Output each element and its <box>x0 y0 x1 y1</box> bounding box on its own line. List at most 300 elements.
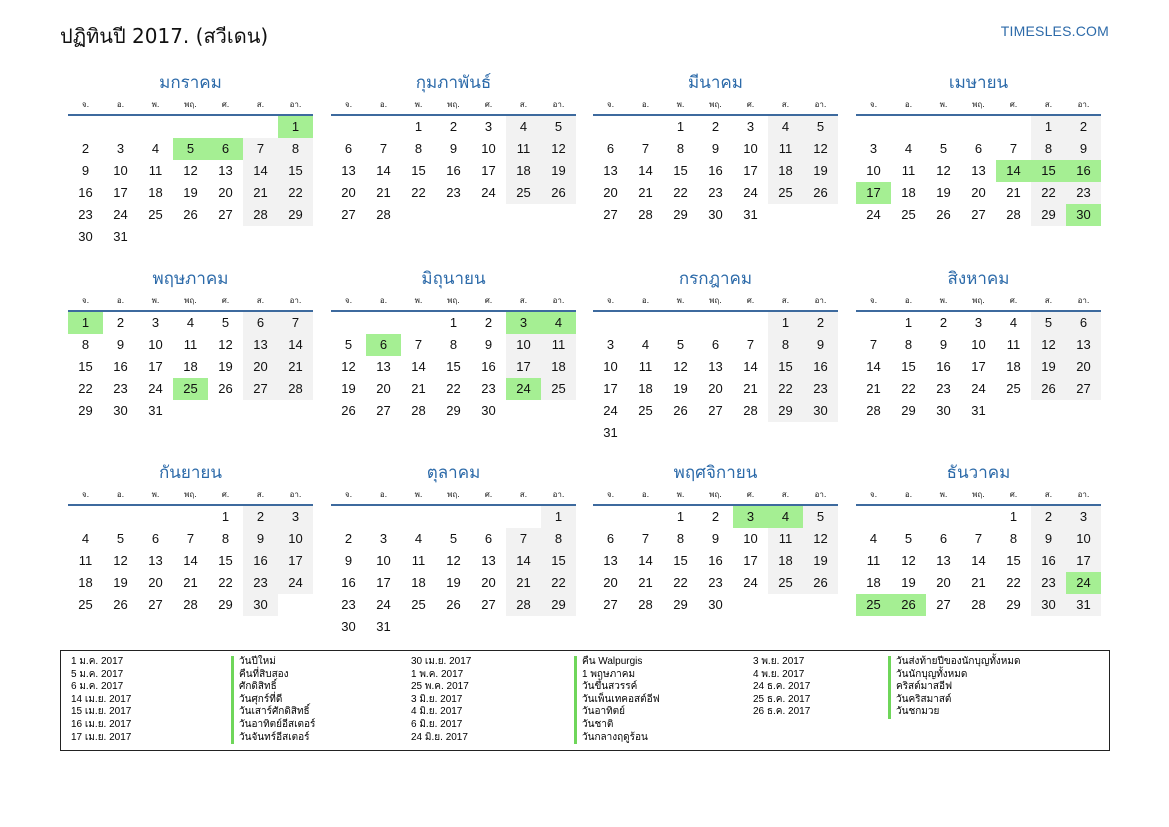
weekday-header <box>593 292 838 312</box>
month-name: พฤษภาคม <box>152 269 229 289</box>
month-block <box>593 70 838 226</box>
legend-date: 25 ธ.ค. 2017 <box>753 693 811 705</box>
calendar-day: 25 <box>411 597 426 612</box>
empty-cell <box>331 506 366 528</box>
legend-date: 30 เม.ย. 2017 <box>411 656 472 667</box>
weekday-label: ศ. <box>484 100 493 109</box>
calendar-day: 12 <box>446 553 461 568</box>
calendar-day: 23 <box>936 381 951 396</box>
month-block <box>68 70 313 248</box>
calendar-day: 8 <box>81 337 90 352</box>
calendar-day: 30 <box>341 619 356 634</box>
calendar-day: 22 <box>78 381 93 396</box>
weekday-label: พ. <box>151 100 160 109</box>
calendar-day: 9 <box>711 531 720 546</box>
calendar-day: 24 <box>376 597 391 612</box>
weekday-label: จ. <box>344 490 353 499</box>
calendar-day: 26 <box>446 597 461 612</box>
weekday-label: ส. <box>256 296 265 305</box>
empty-cell <box>926 506 961 528</box>
empty-cell <box>593 312 628 334</box>
weekday-label: อ. <box>116 100 125 109</box>
holiday-day: 26 <box>891 594 926 616</box>
calendar-day: 10 <box>506 334 541 356</box>
weekday-label: อ. <box>641 296 650 305</box>
calendar-day: 21 <box>743 381 758 396</box>
calendar-day: 26 <box>113 597 128 612</box>
calendar-day: 16 <box>446 163 461 178</box>
calendar-day: 23 <box>1031 572 1066 594</box>
legend-holiday-name: วันจันทร์อีสเตอร์ <box>231 732 315 745</box>
calendar-day: 12 <box>803 528 838 550</box>
weekday-label: พฤ. <box>972 100 985 109</box>
calendar-day: 16 <box>708 553 723 568</box>
calendar-day: 9 <box>484 337 493 352</box>
calendar-day: 28 <box>638 597 653 612</box>
empty-cell <box>471 506 506 528</box>
calendar-day: 19 <box>183 185 198 200</box>
calendar-day: 10 <box>743 141 758 156</box>
calendar-day: 7 <box>379 141 388 156</box>
month-block <box>331 70 576 226</box>
calendar-day: 1 <box>904 315 913 330</box>
calendar-day: 13 <box>481 553 496 568</box>
empty-cell <box>331 312 366 334</box>
calendar-day: 8 <box>221 531 230 546</box>
calendar-day: 26 <box>183 207 198 222</box>
weekday-header <box>331 292 576 312</box>
calendar-day: 4 <box>869 531 878 546</box>
calendar-day: 2 <box>711 119 720 134</box>
empty-cell <box>366 116 401 138</box>
calendar-day: 20 <box>936 575 951 590</box>
weekday-label: ศ. <box>221 296 230 305</box>
calendar-day: 2 <box>711 509 720 524</box>
calendar-day: 11 <box>183 337 198 352</box>
legend-holiday-name: วันอาทิตย์อีสเตอร์ <box>231 719 315 732</box>
weekday-label: อา. <box>814 490 827 499</box>
calendar-day: 27 <box>481 597 496 612</box>
calendar-day: 1 <box>449 315 458 330</box>
weekday-header <box>331 96 576 116</box>
calendar-day: 9 <box>1031 528 1066 550</box>
legend-date: 1 พ.ค. 2017 <box>411 668 464 680</box>
weekday-label: ศ. <box>1009 490 1018 499</box>
calendar-day: 21 <box>278 356 313 378</box>
weekday-label: พฤ. <box>184 296 197 305</box>
weekday-label: จ. <box>869 490 878 499</box>
calendar-day: 9 <box>711 141 720 156</box>
holiday-day: 5 <box>173 138 208 160</box>
calendar-day: 24 <box>148 381 163 396</box>
weekday-label: จ. <box>606 100 615 109</box>
calendar-day: 6 <box>711 337 720 352</box>
calendar-day: 28 <box>376 207 391 222</box>
calendar-day: 20 <box>243 356 278 378</box>
month-name: ตุลาคม <box>426 463 481 483</box>
legend-holiday-name: คืนที่สิบสอง <box>231 669 315 682</box>
calendar-day: 22 <box>411 185 426 200</box>
month-name: มิถุนายน <box>421 269 486 289</box>
weekday-label: ศ. <box>221 100 230 109</box>
legend-holiday-name: วันกลางฤดูร้อน <box>574 732 660 745</box>
calendar-day: 16 <box>936 359 951 374</box>
weekday-label: พฤ. <box>972 296 985 305</box>
weekday-label: ส. <box>519 490 528 499</box>
calendar-day: 3 <box>1066 506 1101 528</box>
calendar-day: 7 <box>506 528 541 550</box>
calendar-day: 4 <box>641 337 650 352</box>
calendar-day: 31 <box>1066 594 1101 616</box>
month-name: พฤศจิกายน <box>673 463 758 483</box>
calendar-day: 13 <box>218 163 233 178</box>
month-name: ธันวาคม <box>946 463 1011 483</box>
calendar-day: 15 <box>1006 553 1021 568</box>
calendar-day: 4 <box>414 531 423 546</box>
calendar-day: 23 <box>708 185 723 200</box>
month-days <box>68 506 313 616</box>
calendar-day: 19 <box>936 185 951 200</box>
weekday-label: จ. <box>606 490 615 499</box>
calendar-day: 20 <box>971 185 986 200</box>
weekday-label: อา. <box>289 100 302 109</box>
calendar-day: 2 <box>116 315 125 330</box>
weekday-label: พฤ. <box>709 296 722 305</box>
weekday-label: ศ. <box>746 296 755 305</box>
weekday-label: จ. <box>869 296 878 305</box>
calendar-day: 20 <box>148 575 163 590</box>
weekday-label: อ. <box>379 296 388 305</box>
calendar-day: 27 <box>376 403 391 418</box>
calendar-day: 21 <box>638 575 653 590</box>
calendar-day: 7 <box>869 337 878 352</box>
calendar-day: 15 <box>901 359 916 374</box>
legend-names <box>231 656 315 744</box>
calendar-day: 21 <box>376 185 391 200</box>
calendar-day: 28 <box>1006 207 1021 222</box>
legend-holiday-name: คริสต์มาสอีฟ <box>888 681 1021 694</box>
calendar-day: 7 <box>641 141 650 156</box>
calendar-day: 1 <box>414 119 423 134</box>
empty-cell <box>628 506 663 528</box>
legend-date: 26 ธ.ค. 2017 <box>753 706 811 718</box>
calendar-day: 29 <box>768 400 803 422</box>
calendar-day: 5 <box>803 116 838 138</box>
calendar-day: 27 <box>1066 378 1101 400</box>
month-name: มกราคม <box>159 73 222 93</box>
calendar-day: 7 <box>243 138 278 160</box>
weekday-label: พฤ. <box>447 100 460 109</box>
month-name: กุมภาพันธ์ <box>415 73 492 93</box>
empty-cell <box>173 116 208 138</box>
holiday-day: 1 <box>278 116 313 138</box>
weekday-label: พ. <box>414 100 423 109</box>
calendar-day: 1 <box>768 312 803 334</box>
calendar-day: 22 <box>673 575 688 590</box>
calendar-day: 21 <box>1006 185 1021 200</box>
calendar-day: 6 <box>606 531 615 546</box>
calendar-day: 14 <box>866 359 881 374</box>
calendar-day: 7 <box>1009 141 1018 156</box>
holiday-day: 14 <box>996 160 1031 182</box>
calendar-day: 14 <box>278 334 313 356</box>
empty-cell <box>891 506 926 528</box>
calendar-day: 30 <box>936 403 951 418</box>
calendar-day: 29 <box>541 594 576 616</box>
calendar-day: 14 <box>971 553 986 568</box>
calendar-day: 29 <box>446 403 461 418</box>
legend-holiday-name: วันปีใหม่ <box>231 656 315 669</box>
month-days <box>68 116 313 248</box>
calendar-day: 26 <box>218 381 233 396</box>
weekday-header <box>68 96 313 116</box>
calendar-day: 3 <box>606 337 615 352</box>
calendar-day: 30 <box>78 229 93 244</box>
empty-cell <box>68 506 103 528</box>
calendar-day: 27 <box>936 597 951 612</box>
holiday-day: 24 <box>1066 572 1101 594</box>
calendar-day: 7 <box>641 531 650 546</box>
calendar-day: 25 <box>148 207 163 222</box>
calendar-day: 16 <box>341 575 356 590</box>
month-days <box>593 506 838 616</box>
calendar-day: 31 <box>376 619 391 634</box>
calendar-day: 17 <box>506 356 541 378</box>
weekday-label: พฤ. <box>709 100 722 109</box>
calendar-day: 2 <box>939 315 948 330</box>
weekday-label: ศ. <box>1009 100 1018 109</box>
calendar-day: 17 <box>743 163 758 178</box>
calendar-day: 19 <box>541 160 576 182</box>
calendar-day: 10 <box>481 141 496 156</box>
weekday-label: จ. <box>81 296 90 305</box>
calendar-day: 29 <box>278 204 313 226</box>
holiday-day: 16 <box>1066 160 1101 182</box>
calendar-day: 3 <box>151 315 160 330</box>
weekday-label: อ. <box>904 296 913 305</box>
calendar-day: 22 <box>768 378 803 400</box>
calendar-day: 9 <box>243 528 278 550</box>
calendar-day: 14 <box>743 359 758 374</box>
weekday-header <box>68 486 313 506</box>
calendar-day: 11 <box>148 163 163 178</box>
weekday-label: พฤ. <box>709 490 722 499</box>
calendar-day: 8 <box>768 334 803 356</box>
calendar-day: 10 <box>148 337 163 352</box>
empty-cell <box>663 312 698 334</box>
calendar-day: 15 <box>768 356 803 378</box>
calendar-day: 5 <box>1031 312 1066 334</box>
legend-date: 6 มิ.ย. 2017 <box>411 718 463 730</box>
calendar-day: 28 <box>638 207 653 222</box>
weekday-label: พ. <box>939 100 948 109</box>
calendar-day: 16 <box>78 185 93 200</box>
calendar-day: 17 <box>376 575 391 590</box>
calendar-day: 4 <box>151 141 160 156</box>
calendar-day: 11 <box>1006 337 1021 352</box>
month-name: มีนาคม <box>688 73 743 93</box>
calendar-day: 26 <box>1031 378 1066 400</box>
calendar-day: 19 <box>803 550 838 572</box>
calendar-day: 18 <box>901 185 916 200</box>
calendar-day: 7 <box>186 531 195 546</box>
calendar-day: 24 <box>743 185 758 200</box>
calendar-day: 8 <box>676 141 685 156</box>
legend-date: 3 พ.ย. 2017 <box>753 656 805 667</box>
weekday-label: พ. <box>414 296 423 305</box>
month-days <box>331 312 576 422</box>
calendar-day: 26 <box>936 207 951 222</box>
legend-date: 1 ม.ค. 2017 <box>71 656 124 667</box>
calendar-day: 19 <box>341 381 356 396</box>
weekday-label: อ. <box>379 100 388 109</box>
weekday-label: ส. <box>256 100 265 109</box>
calendar-day: 21 <box>971 575 986 590</box>
calendar-day: 11 <box>638 359 653 374</box>
calendar-day: 22 <box>1006 575 1021 590</box>
weekday-label: อ. <box>904 490 913 499</box>
calendar-day: 6 <box>344 141 353 156</box>
calendar-day: 2 <box>243 506 278 528</box>
empty-cell <box>506 506 541 528</box>
site-link[interactable]: TIMESLES.COM <box>1000 23 1109 39</box>
month-days <box>68 312 313 422</box>
weekday-header <box>593 486 838 506</box>
month-days <box>856 506 1101 616</box>
calendar-day: 27 <box>971 207 986 222</box>
calendar-day: 5 <box>904 531 913 546</box>
holiday-day: 4 <box>541 312 576 334</box>
calendar-day: 9 <box>116 337 125 352</box>
calendar-day: 24 <box>278 572 313 594</box>
calendar-day: 12 <box>1031 334 1066 356</box>
calendar-day: 21 <box>243 182 278 204</box>
holiday-day: 30 <box>1066 204 1101 226</box>
calendar-day: 3 <box>746 119 755 134</box>
calendar-day: 4 <box>904 141 913 156</box>
calendar-day: 16 <box>481 359 496 374</box>
weekday-label: ส. <box>1044 100 1053 109</box>
calendar-day: 1 <box>676 509 685 524</box>
weekday-label: อ. <box>641 100 650 109</box>
calendar-day: 28 <box>411 403 426 418</box>
calendar-day: 13 <box>148 553 163 568</box>
calendar-day: 24 <box>971 381 986 396</box>
calendar-day: 17 <box>603 381 618 396</box>
calendar-day: 20 <box>708 381 723 396</box>
weekday-label: อา. <box>552 100 565 109</box>
calendar-day: 14 <box>183 553 198 568</box>
empty-cell <box>401 506 436 528</box>
month-name: เมษายน <box>948 73 1009 93</box>
calendar-day: 13 <box>708 359 723 374</box>
calendar-day: 30 <box>803 400 838 422</box>
weekday-header <box>68 292 313 312</box>
calendar-day: 18 <box>768 550 803 572</box>
calendar-day: 10 <box>376 553 391 568</box>
weekday-label: ส. <box>781 490 790 499</box>
empty-cell <box>138 116 173 138</box>
month-block <box>68 460 313 616</box>
empty-cell <box>366 312 401 334</box>
empty-cell <box>593 506 628 528</box>
calendar-day: 22 <box>446 381 461 396</box>
calendar-day: 31 <box>971 403 986 418</box>
calendar-day: 1 <box>1031 116 1066 138</box>
weekday-label: พฤ. <box>184 490 197 499</box>
calendar-day: 11 <box>768 138 803 160</box>
legend-holiday-name: วันส่งท้ายปีของนักบุญทั้งหมด <box>888 656 1021 669</box>
calendar-day: 11 <box>901 163 916 178</box>
weekday-label: อ. <box>641 490 650 499</box>
calendar-day: 24 <box>481 185 496 200</box>
calendar-day: 4 <box>506 116 541 138</box>
calendar-day: 11 <box>411 553 426 568</box>
month-block <box>593 266 838 444</box>
calendar-day: 14 <box>376 163 391 178</box>
calendar-day: 28 <box>506 594 541 616</box>
legend-date: 25 พ.ค. 2017 <box>411 681 469 693</box>
weekday-label: ส. <box>781 296 790 305</box>
calendar-day: 23 <box>341 597 356 612</box>
weekday-header <box>856 292 1101 312</box>
calendar-day: 23 <box>78 207 93 222</box>
calendar-day: 31 <box>113 229 128 244</box>
calendar-day: 16 <box>243 550 278 572</box>
calendar-day: 3 <box>379 531 388 546</box>
calendar-day: 9 <box>81 163 90 178</box>
calendar-day: 27 <box>708 403 723 418</box>
legend-date: 16 เม.ย. 2017 <box>71 718 132 730</box>
month-name: สิงหาคม <box>947 269 1010 289</box>
calendar-day: 15 <box>78 359 93 374</box>
calendar-day: 14 <box>638 163 653 178</box>
calendar-day: 15 <box>446 359 461 374</box>
legend-holiday-name: วันชกมวย <box>888 706 1021 719</box>
empty-cell <box>891 116 926 138</box>
weekday-label: ศ. <box>746 490 755 499</box>
calendar-day: 7 <box>414 337 423 352</box>
calendar-day: 4 <box>768 116 803 138</box>
calendar-day: 8 <box>1031 138 1066 160</box>
legend-date: 4 มิ.ย. 2017 <box>411 706 463 718</box>
calendar-day: 10 <box>1066 528 1101 550</box>
calendar-day: 18 <box>183 359 198 374</box>
weekday-label: จ. <box>81 490 90 499</box>
calendar-day: 31 <box>148 403 163 418</box>
legend-dates <box>71 656 131 744</box>
empty-cell <box>331 116 366 138</box>
holiday-day: 4 <box>768 506 803 528</box>
calendar-day: 10 <box>278 528 313 550</box>
calendar-day: 26 <box>341 403 356 418</box>
empty-cell <box>961 116 996 138</box>
empty-cell <box>628 116 663 138</box>
calendar-day: 12 <box>113 553 128 568</box>
calendar-day: 11 <box>541 334 576 356</box>
empty-cell <box>208 116 243 138</box>
calendar-day: 3 <box>974 315 983 330</box>
calendar-day: 5 <box>676 337 685 352</box>
calendar-day: 2 <box>344 531 353 546</box>
calendar-day: 6 <box>243 312 278 334</box>
weekday-header <box>856 486 1101 506</box>
legend-holiday-name: ศักดิสิทธิ์ <box>231 681 315 694</box>
page-title: ปฏิทินปี 2017. (สวีเดน) <box>60 24 269 48</box>
month-days <box>593 312 838 444</box>
legend-date: 24 มิ.ย. 2017 <box>411 731 468 743</box>
empty-cell <box>996 116 1031 138</box>
